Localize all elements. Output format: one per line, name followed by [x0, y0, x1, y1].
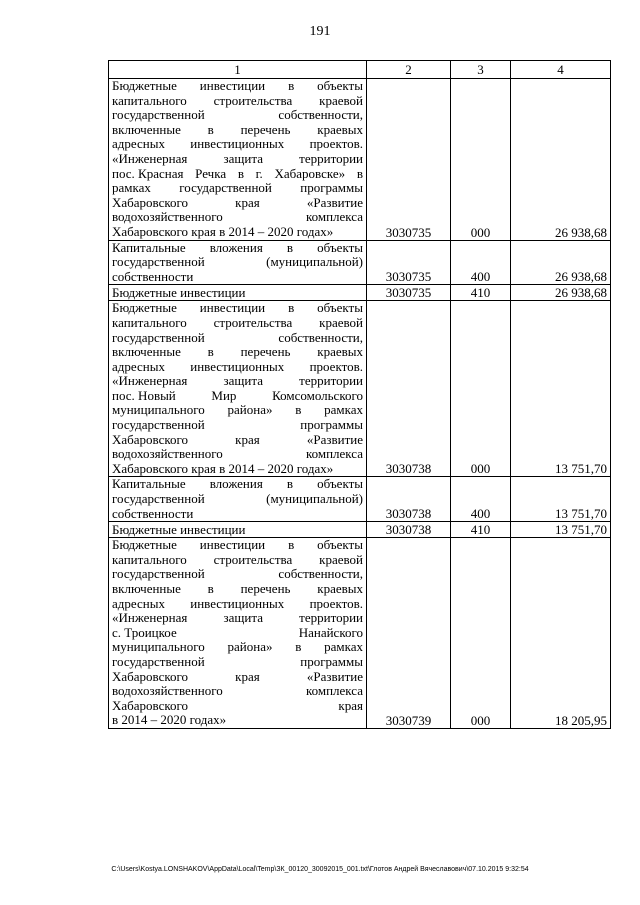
description-line: [112, 640, 363, 655]
description-word: адресных: [112, 358, 165, 374]
header-col-3: 3: [451, 61, 511, 79]
description-word: Хабаровского: [112, 194, 189, 210]
row-expense-type: 000: [451, 538, 511, 729]
description-line: [112, 301, 363, 316]
description-word: адресных: [112, 136, 165, 152]
description-word: «Инженерная: [112, 373, 188, 389]
description-word: вложения: [209, 476, 263, 492]
description-word: объекты: [317, 239, 363, 255]
description-word: в: [207, 581, 214, 596]
description-word: в: [288, 78, 295, 93]
description-word: в: [288, 537, 295, 553]
description-word: Речка: [195, 165, 227, 181]
description-line: [112, 137, 363, 152]
description-word: объекты: [317, 476, 363, 492]
description-word: проектов.: [309, 595, 363, 611]
description-word: программы: [300, 180, 363, 196]
description-line: [112, 389, 363, 404]
description-word: «Инженерная: [112, 150, 188, 166]
row-description: [109, 477, 367, 522]
description-word: края: [235, 194, 260, 210]
description-word: государственной: [112, 566, 205, 582]
description-line: [112, 462, 363, 477]
description-word: строительства: [213, 551, 293, 567]
description-word: водохозяйственного: [112, 683, 223, 699]
description-word: строительства: [213, 92, 293, 108]
row-code: 3030735: [367, 79, 451, 241]
description-word: краевой: [319, 92, 363, 108]
description-word: собственности,: [278, 107, 363, 123]
description-word: (муниципальной): [266, 254, 363, 270]
row-expense-type: 000: [451, 301, 511, 477]
description-word: Хабаровского края в 2014 – 2020 годах»: [112, 223, 334, 239]
description-word: в: [356, 165, 363, 181]
header-col-2: 2: [367, 61, 451, 79]
description-word: в: [286, 476, 294, 492]
description-word: «Развитие: [306, 668, 363, 684]
description-word: Нанайского: [298, 624, 363, 640]
row-expense-type: 400: [451, 240, 511, 285]
description-word: строительства: [213, 314, 293, 330]
description-line: [112, 167, 363, 182]
description-line: [112, 331, 363, 346]
description-line: [112, 626, 363, 641]
description-line: [112, 403, 363, 418]
description-word: государственной: [112, 653, 205, 669]
description-word: инвестиционных: [190, 595, 285, 611]
description-word: комплекса: [305, 209, 363, 225]
description-word: объекты: [317, 300, 363, 316]
table-row: [109, 538, 611, 729]
description-word: в: [288, 300, 295, 316]
description-line: [112, 597, 363, 612]
header-col-4: 4: [511, 61, 611, 79]
description-word: Бюджетные инвестиции: [112, 521, 246, 537]
row-description: [109, 301, 367, 477]
description-word: включенные: [112, 121, 181, 137]
row-description: [109, 79, 367, 241]
description-line: [112, 684, 363, 699]
row-description: [109, 522, 367, 538]
description-line: [112, 316, 363, 331]
description-word: краевых: [317, 121, 363, 137]
description-word: Хабаровского: [112, 431, 189, 447]
table-row: [109, 285, 611, 301]
description-line: [112, 538, 363, 553]
table-row: [109, 79, 611, 241]
description-word: комплекса: [305, 446, 363, 462]
description-line: [112, 567, 363, 582]
row-description: [109, 538, 367, 729]
page-number: 191: [309, 24, 331, 39]
description-word: в: [295, 402, 302, 418]
description-word: краевых: [317, 344, 363, 360]
description-word: края: [235, 668, 260, 684]
description-word: защита: [223, 150, 263, 166]
description-word: защита: [223, 373, 263, 389]
description-line: [112, 507, 363, 522]
description-word: Комсомольского: [272, 387, 363, 403]
description-word: Хабаровске»: [274, 165, 346, 181]
description-word: муниципального: [112, 402, 205, 418]
description-line: [112, 523, 363, 538]
description-line: [112, 108, 363, 123]
description-word: включенные: [112, 581, 181, 596]
description-word: капитального: [112, 551, 187, 567]
description-line: [112, 611, 363, 626]
row-code: 3030738: [367, 301, 451, 477]
row-amount: 26 938,68: [511, 285, 611, 301]
description-line: [112, 270, 363, 285]
description-word: территории: [299, 150, 363, 166]
row-code: 3030738: [367, 522, 451, 538]
description-line: [112, 345, 363, 360]
description-line: [112, 360, 363, 375]
description-word: Хабаровского: [112, 697, 189, 713]
description-line: [112, 418, 363, 433]
row-expense-type: 000: [451, 79, 511, 241]
description-word: Бюджетные инвестиции: [112, 284, 246, 300]
description-line: [112, 225, 363, 240]
description-word: защита: [223, 610, 263, 626]
description-word: Хабаровского края в 2014 – 2020 годах»: [112, 460, 334, 476]
description-word: программы: [300, 653, 363, 669]
description-word: перечень: [240, 121, 291, 137]
description-word: территории: [299, 610, 363, 626]
description-line: [112, 553, 363, 568]
description-word: рамках: [112, 180, 151, 196]
table-header-row: [109, 61, 611, 79]
description-word: Капитальные: [112, 476, 186, 492]
row-amount: 26 938,68: [511, 240, 611, 285]
description-word: инвестиционных: [190, 358, 285, 374]
description-word: проектов.: [309, 358, 363, 374]
description-word: г.: [255, 165, 263, 181]
description-word: перечень: [240, 344, 291, 360]
description-word: Бюджетные: [112, 537, 177, 553]
description-line: [112, 196, 363, 211]
description-word: (муниципальной): [266, 491, 363, 507]
description-word: Бюджетные: [112, 300, 177, 316]
description-word: перечень: [240, 581, 291, 596]
description-word: района»: [227, 402, 273, 418]
description-word: в: [207, 121, 214, 137]
description-line: [112, 123, 363, 138]
row-code: 3030738: [367, 477, 451, 522]
description-line: [112, 286, 363, 301]
description-word: адресных: [112, 595, 165, 611]
description-word: краевой: [319, 314, 363, 330]
row-amount: 18 205,95: [511, 538, 611, 729]
description-word: в: [207, 344, 214, 360]
description-word: района»: [227, 639, 273, 655]
description-word: государственной: [179, 180, 272, 196]
table-row: [109, 477, 611, 522]
description-word: объекты: [317, 537, 363, 553]
row-amount: 13 751,70: [511, 522, 611, 538]
description-line: [112, 477, 363, 492]
description-line: [112, 655, 363, 670]
description-word: краевой: [319, 551, 363, 567]
description-word: в: [237, 165, 244, 181]
description-line: [112, 255, 363, 270]
description-word: инвестиции: [199, 78, 266, 93]
description-word: пос. Красная: [112, 165, 184, 181]
row-description: [109, 285, 367, 301]
description-word: Мир: [211, 387, 237, 403]
description-word: краевых: [317, 581, 363, 596]
table-body: [109, 79, 611, 729]
description-word: рамках: [324, 402, 363, 418]
description-word: с. Троицкое: [112, 624, 177, 640]
description-word: территории: [299, 373, 363, 389]
table-row: [109, 522, 611, 538]
row-amount: 13 751,70: [511, 301, 611, 477]
description-word: собственности,: [278, 566, 363, 582]
description-word: объекты: [317, 78, 363, 93]
description-word: собственности: [112, 505, 194, 521]
budget-table: [108, 60, 611, 729]
file-path-footer: C:\Users\Kostya.LONSHAKOV\AppData\Local\Temp\ЗК_00120_30092015_001.txt\Глотов Андрей Вячеславович\07.10.2015 9:32:54: [111, 866, 529, 873]
description-line: [112, 241, 363, 256]
description-word: «Развитие: [306, 194, 363, 210]
row-description: [109, 240, 367, 285]
description-word: «Инженерная: [112, 610, 188, 626]
description-word: государственной: [112, 254, 205, 270]
description-word: в 2014 – 2020 годах»: [112, 712, 227, 728]
description-word: включенные: [112, 344, 181, 360]
description-word: собственности: [112, 268, 194, 284]
description-word: Бюджетные: [112, 78, 177, 93]
description-word: вложения: [209, 239, 263, 255]
description-line: [112, 492, 363, 507]
description-line: [112, 79, 363, 94]
description-word: проектов.: [309, 136, 363, 152]
description-word: «Развитие: [306, 431, 363, 447]
row-amount: 13 751,70: [511, 477, 611, 522]
description-word: в: [295, 639, 302, 655]
description-word: государственной: [112, 107, 205, 123]
description-word: Капитальные: [112, 239, 186, 255]
description-line: [112, 670, 363, 685]
description-word: края: [338, 697, 363, 713]
description-word: государственной: [112, 329, 205, 345]
description-line: [112, 374, 363, 389]
description-word: собственности,: [278, 329, 363, 345]
description-line: [112, 152, 363, 167]
description-word: пос. Новый: [112, 387, 176, 403]
description-line: [112, 210, 363, 225]
description-word: программы: [300, 417, 363, 433]
description-word: муниципального: [112, 639, 205, 655]
description-word: в: [286, 239, 294, 255]
row-expense-type: 410: [451, 522, 511, 538]
description-word: государственной: [112, 491, 205, 507]
description-word: водохозяйственного: [112, 446, 223, 462]
description-line: [112, 447, 363, 462]
description-word: инвестиции: [199, 537, 266, 553]
row-expense-type: 400: [451, 477, 511, 522]
description-word: капитального: [112, 314, 187, 330]
description-word: инвестиции: [199, 300, 266, 316]
table-row: [109, 240, 611, 285]
description-word: Хабаровского: [112, 668, 189, 684]
description-word: государственной: [112, 417, 205, 433]
description-line: [112, 433, 363, 448]
row-code: 3030735: [367, 240, 451, 285]
description-line: [112, 713, 363, 728]
description-line: [112, 582, 363, 597]
description-word: водохозяйственного: [112, 209, 223, 225]
description-word: инвестиционных: [190, 136, 285, 152]
description-word: рамках: [324, 639, 363, 655]
description-word: края: [235, 431, 260, 447]
description-word: капитального: [112, 92, 187, 108]
row-expense-type: 410: [451, 285, 511, 301]
description-line: [112, 181, 363, 196]
description-line: [112, 94, 363, 109]
row-code: 3030735: [367, 285, 451, 301]
description-word: комплекса: [305, 683, 363, 699]
table-row: [109, 301, 611, 477]
row-amount: 26 938,68: [511, 79, 611, 241]
description-line: [112, 699, 363, 714]
header-col-1: 1: [109, 61, 367, 79]
row-code: 3030739: [367, 538, 451, 729]
